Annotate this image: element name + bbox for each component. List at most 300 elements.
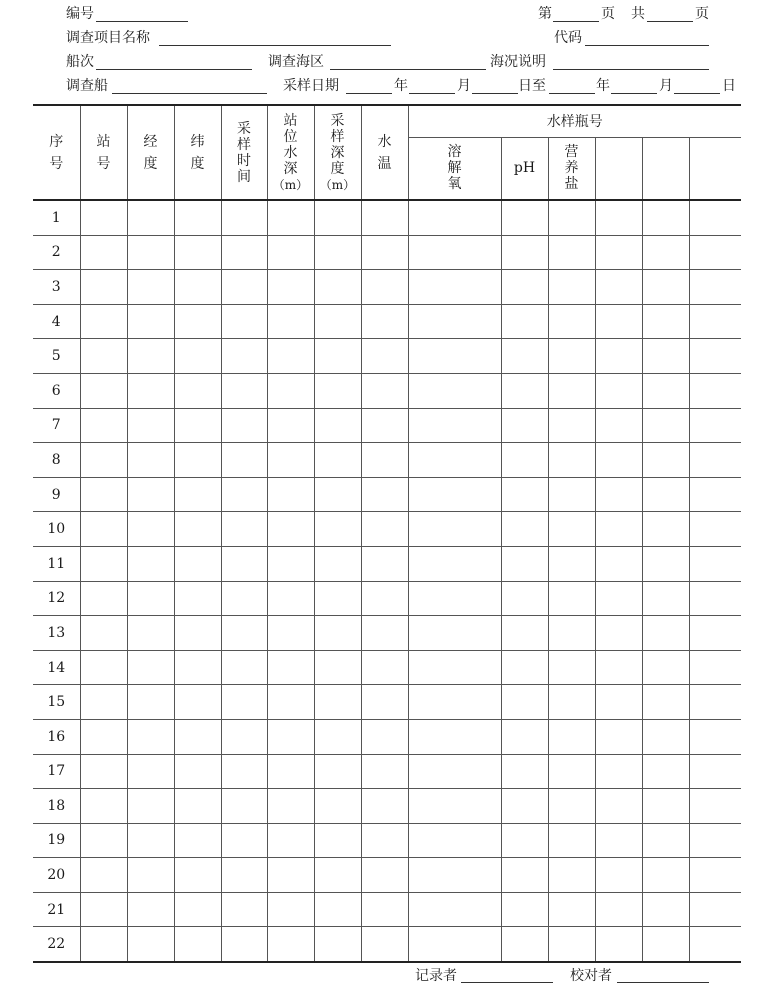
entry-cell[interactable] — [689, 892, 741, 927]
entry-cell[interactable] — [174, 685, 221, 720]
entry-cell[interactable] — [314, 927, 361, 962]
entry-cell[interactable] — [408, 685, 501, 720]
entry-cell[interactable] — [127, 339, 174, 374]
entry-cell[interactable] — [221, 546, 267, 581]
entry-cell[interactable] — [221, 650, 267, 685]
entry-cell[interactable] — [361, 616, 408, 651]
vessel-field[interactable] — [112, 93, 267, 94]
entry-cell[interactable] — [221, 512, 267, 547]
entry-cell[interactable] — [548, 512, 595, 547]
entry-cell[interactable] — [314, 443, 361, 478]
entry-cell[interactable] — [595, 512, 642, 547]
entry-cell[interactable] — [174, 581, 221, 616]
entry-cell[interactable] — [548, 581, 595, 616]
entry-cell[interactable] — [174, 512, 221, 547]
entry-cell[interactable] — [314, 546, 361, 581]
entry-cell[interactable] — [127, 546, 174, 581]
entry-cell[interactable] — [548, 789, 595, 824]
entry-cell[interactable] — [642, 546, 689, 581]
entry-cell[interactable] — [642, 581, 689, 616]
entry-cell[interactable] — [642, 719, 689, 754]
entry-cell[interactable] — [127, 581, 174, 616]
entry-cell[interactable] — [127, 789, 174, 824]
entry-cell[interactable] — [267, 200, 314, 235]
entry-cell[interactable] — [361, 443, 408, 478]
entry-cell[interactable] — [361, 477, 408, 512]
entry-cell[interactable] — [642, 477, 689, 512]
entry-cell[interactable] — [221, 927, 267, 962]
entry-cell[interactable] — [127, 892, 174, 927]
entry-cell[interactable] — [361, 789, 408, 824]
entry-cell[interactable] — [408, 270, 501, 305]
entry-cell[interactable] — [361, 270, 408, 305]
entry-cell[interactable] — [221, 373, 267, 408]
entry-cell[interactable] — [267, 858, 314, 893]
entry-cell[interactable] — [267, 823, 314, 858]
entry-cell[interactable] — [267, 581, 314, 616]
entry-cell[interactable] — [267, 789, 314, 824]
entry-cell[interactable] — [174, 616, 221, 651]
entry-cell[interactable] — [501, 754, 548, 789]
entry-cell[interactable] — [501, 512, 548, 547]
entry-cell[interactable] — [174, 754, 221, 789]
entry-cell[interactable] — [267, 754, 314, 789]
entry-cell[interactable] — [548, 373, 595, 408]
entry-cell[interactable] — [501, 270, 548, 305]
entry-cell[interactable] — [174, 650, 221, 685]
entry-cell[interactable] — [642, 200, 689, 235]
entry-cell[interactable] — [548, 477, 595, 512]
entry-cell[interactable] — [548, 200, 595, 235]
entry-cell[interactable] — [361, 546, 408, 581]
entry-cell[interactable] — [689, 270, 741, 305]
entry-cell[interactable] — [548, 858, 595, 893]
entry-cell[interactable] — [689, 616, 741, 651]
entry-cell[interactable] — [80, 823, 127, 858]
entry-cell[interactable] — [174, 270, 221, 305]
entry-cell[interactable] — [174, 927, 221, 962]
project-field[interactable] — [159, 45, 391, 46]
entry-cell[interactable] — [408, 512, 501, 547]
entry-cell[interactable] — [642, 927, 689, 962]
entry-cell[interactable] — [689, 823, 741, 858]
entry-cell[interactable] — [80, 373, 127, 408]
entry-cell[interactable] — [127, 512, 174, 547]
area-field[interactable] — [330, 69, 486, 70]
entry-cell[interactable] — [221, 754, 267, 789]
entry-cell[interactable] — [689, 304, 741, 339]
entry-cell[interactable] — [267, 304, 314, 339]
entry-cell[interactable] — [80, 650, 127, 685]
entry-cell[interactable] — [127, 200, 174, 235]
entry-cell[interactable] — [642, 650, 689, 685]
entry-cell[interactable] — [689, 789, 741, 824]
entry-cell[interactable] — [80, 858, 127, 893]
entry-cell[interactable] — [595, 650, 642, 685]
entry-cell[interactable] — [361, 373, 408, 408]
entry-cell[interactable] — [595, 685, 642, 720]
start-year-field[interactable] — [346, 93, 392, 94]
code-field[interactable] — [585, 45, 709, 46]
entry-cell[interactable] — [127, 823, 174, 858]
entry-cell[interactable] — [361, 754, 408, 789]
entry-cell[interactable] — [642, 304, 689, 339]
entry-cell[interactable] — [595, 408, 642, 443]
entry-cell[interactable] — [80, 616, 127, 651]
entry-cell[interactable] — [408, 200, 501, 235]
entry-cell[interactable] — [314, 339, 361, 374]
entry-cell[interactable] — [361, 512, 408, 547]
entry-cell[interactable] — [174, 719, 221, 754]
entry-cell[interactable] — [361, 408, 408, 443]
entry-cell[interactable] — [548, 235, 595, 270]
entry-cell[interactable] — [689, 754, 741, 789]
entry-cell[interactable] — [80, 200, 127, 235]
entry-cell[interactable] — [501, 616, 548, 651]
entry-cell[interactable] — [595, 616, 642, 651]
entry-cell[interactable] — [314, 408, 361, 443]
entry-cell[interactable] — [408, 927, 501, 962]
end-month-field[interactable] — [611, 93, 657, 94]
entry-cell[interactable] — [642, 892, 689, 927]
entry-cell[interactable] — [127, 858, 174, 893]
entry-cell[interactable] — [408, 339, 501, 374]
entry-cell[interactable] — [221, 892, 267, 927]
entry-cell[interactable] — [127, 270, 174, 305]
entry-cell[interactable] — [501, 581, 548, 616]
entry-cell[interactable] — [408, 581, 501, 616]
entry-cell[interactable] — [127, 616, 174, 651]
entry-cell[interactable] — [408, 304, 501, 339]
entry-cell[interactable] — [501, 719, 548, 754]
entry-cell[interactable] — [642, 512, 689, 547]
entry-cell[interactable] — [595, 927, 642, 962]
entry-cell[interactable] — [408, 823, 501, 858]
end-day-field[interactable] — [674, 93, 720, 94]
entry-cell[interactable] — [689, 650, 741, 685]
entry-cell[interactable] — [80, 719, 127, 754]
entry-cell[interactable] — [548, 650, 595, 685]
entry-cell[interactable] — [127, 685, 174, 720]
entry-cell[interactable] — [80, 408, 127, 443]
entry-cell[interactable] — [361, 339, 408, 374]
entry-cell[interactable] — [689, 512, 741, 547]
entry-cell[interactable] — [314, 789, 361, 824]
entry-cell[interactable] — [267, 927, 314, 962]
entry-cell[interactable] — [80, 270, 127, 305]
entry-cell[interactable] — [408, 719, 501, 754]
entry-cell[interactable] — [361, 892, 408, 927]
entry-cell[interactable] — [314, 373, 361, 408]
entry-cell[interactable] — [595, 339, 642, 374]
entry-cell[interactable] — [314, 304, 361, 339]
entry-cell[interactable] — [408, 477, 501, 512]
entry-cell[interactable] — [80, 304, 127, 339]
entry-cell[interactable] — [548, 408, 595, 443]
entry-cell[interactable] — [267, 339, 314, 374]
entry-cell[interactable] — [361, 650, 408, 685]
entry-cell[interactable] — [595, 443, 642, 478]
entry-cell[interactable] — [267, 373, 314, 408]
entry-cell[interactable] — [689, 200, 741, 235]
entry-cell[interactable] — [267, 270, 314, 305]
entry-cell[interactable] — [548, 339, 595, 374]
entry-cell[interactable] — [127, 443, 174, 478]
entry-cell[interactable] — [408, 858, 501, 893]
entry-cell[interactable] — [501, 304, 548, 339]
entry-cell[interactable] — [267, 546, 314, 581]
entry-cell[interactable] — [127, 408, 174, 443]
entry-cell[interactable] — [221, 789, 267, 824]
entry-cell[interactable] — [174, 304, 221, 339]
entry-cell[interactable] — [595, 581, 642, 616]
entry-cell[interactable] — [501, 858, 548, 893]
entry-cell[interactable] — [314, 200, 361, 235]
entry-cell[interactable] — [174, 373, 221, 408]
entry-cell[interactable] — [642, 616, 689, 651]
entry-cell[interactable] — [408, 754, 501, 789]
entry-cell[interactable] — [548, 304, 595, 339]
entry-cell[interactable] — [267, 443, 314, 478]
entry-cell[interactable] — [548, 616, 595, 651]
start-day-field[interactable] — [472, 93, 518, 94]
entry-cell[interactable] — [548, 270, 595, 305]
entry-cell[interactable] — [548, 823, 595, 858]
entry-cell[interactable] — [642, 270, 689, 305]
entry-cell[interactable] — [314, 685, 361, 720]
entry-cell[interactable] — [127, 719, 174, 754]
page-number-field[interactable] — [553, 21, 599, 22]
entry-cell[interactable] — [408, 408, 501, 443]
entry-cell[interactable] — [501, 823, 548, 858]
sea-state-field[interactable] — [553, 69, 709, 70]
entry-cell[interactable] — [174, 789, 221, 824]
entry-cell[interactable] — [501, 373, 548, 408]
entry-cell[interactable] — [548, 443, 595, 478]
entry-cell[interactable] — [642, 373, 689, 408]
entry-cell[interactable] — [314, 823, 361, 858]
entry-cell[interactable] — [174, 858, 221, 893]
entry-cell[interactable] — [221, 408, 267, 443]
entry-cell[interactable] — [221, 477, 267, 512]
entry-cell[interactable] — [314, 616, 361, 651]
entry-cell[interactable] — [642, 789, 689, 824]
entry-cell[interactable] — [267, 408, 314, 443]
entry-cell[interactable] — [548, 719, 595, 754]
serial-field[interactable] — [96, 21, 188, 22]
entry-cell[interactable] — [408, 443, 501, 478]
entry-cell[interactable] — [314, 650, 361, 685]
entry-cell[interactable] — [501, 200, 548, 235]
entry-cell[interactable] — [501, 235, 548, 270]
entry-cell[interactable] — [174, 823, 221, 858]
entry-cell[interactable] — [689, 235, 741, 270]
entry-cell[interactable] — [267, 719, 314, 754]
entry-cell[interactable] — [80, 685, 127, 720]
entry-cell[interactable] — [127, 650, 174, 685]
recorder-field[interactable] — [461, 982, 553, 983]
entry-cell[interactable] — [642, 858, 689, 893]
entry-cell[interactable] — [689, 443, 741, 478]
entry-cell[interactable] — [642, 685, 689, 720]
entry-cell[interactable] — [314, 270, 361, 305]
entry-cell[interactable] — [501, 546, 548, 581]
entry-cell[interactable] — [501, 408, 548, 443]
entry-cell[interactable] — [689, 546, 741, 581]
entry-cell[interactable] — [501, 927, 548, 962]
entry-cell[interactable] — [361, 823, 408, 858]
entry-cell[interactable] — [548, 546, 595, 581]
entry-cell[interactable] — [80, 754, 127, 789]
entry-cell[interactable] — [642, 443, 689, 478]
entry-cell[interactable] — [361, 927, 408, 962]
entry-cell[interactable] — [361, 200, 408, 235]
entry-cell[interactable] — [221, 823, 267, 858]
entry-cell[interactable] — [221, 304, 267, 339]
entry-cell[interactable] — [361, 581, 408, 616]
entry-cell[interactable] — [127, 304, 174, 339]
entry-cell[interactable] — [689, 685, 741, 720]
entry-cell[interactable] — [408, 892, 501, 927]
entry-cell[interactable] — [174, 443, 221, 478]
entry-cell[interactable] — [221, 858, 267, 893]
entry-cell[interactable] — [221, 200, 267, 235]
entry-cell[interactable] — [80, 235, 127, 270]
entry-cell[interactable] — [80, 443, 127, 478]
entry-cell[interactable] — [267, 650, 314, 685]
entry-cell[interactable] — [689, 927, 741, 962]
checker-field[interactable] — [617, 982, 709, 983]
entry-cell[interactable] — [221, 719, 267, 754]
entry-cell[interactable] — [501, 477, 548, 512]
entry-cell[interactable] — [221, 270, 267, 305]
entry-cell[interactable] — [689, 477, 741, 512]
voyage-field[interactable] — [96, 69, 252, 70]
entry-cell[interactable] — [595, 270, 642, 305]
entry-cell[interactable] — [408, 650, 501, 685]
entry-cell[interactable] — [267, 616, 314, 651]
entry-cell[interactable] — [689, 719, 741, 754]
entry-cell[interactable] — [689, 581, 741, 616]
entry-cell[interactable] — [548, 685, 595, 720]
entry-cell[interactable] — [501, 339, 548, 374]
entry-cell[interactable] — [267, 477, 314, 512]
entry-cell[interactable] — [221, 235, 267, 270]
entry-cell[interactable] — [595, 754, 642, 789]
entry-cell[interactable] — [595, 789, 642, 824]
entry-cell[interactable] — [174, 892, 221, 927]
entry-cell[interactable] — [361, 719, 408, 754]
entry-cell[interactable] — [127, 927, 174, 962]
entry-cell[interactable] — [501, 685, 548, 720]
entry-cell[interactable] — [221, 339, 267, 374]
entry-cell[interactable] — [408, 616, 501, 651]
entry-cell[interactable] — [595, 858, 642, 893]
entry-cell[interactable] — [501, 650, 548, 685]
entry-cell[interactable] — [80, 546, 127, 581]
entry-cell[interactable] — [314, 477, 361, 512]
entry-cell[interactable] — [174, 200, 221, 235]
entry-cell[interactable] — [174, 546, 221, 581]
entry-cell[interactable] — [80, 789, 127, 824]
entry-cell[interactable] — [314, 719, 361, 754]
entry-cell[interactable] — [127, 235, 174, 270]
page-total-field[interactable] — [647, 21, 693, 22]
entry-cell[interactable] — [642, 339, 689, 374]
entry-cell[interactable] — [314, 858, 361, 893]
entry-cell[interactable] — [221, 443, 267, 478]
entry-cell[interactable] — [595, 235, 642, 270]
entry-cell[interactable] — [361, 685, 408, 720]
entry-cell[interactable] — [595, 892, 642, 927]
entry-cell[interactable] — [221, 581, 267, 616]
entry-cell[interactable] — [408, 546, 501, 581]
entry-cell[interactable] — [80, 892, 127, 927]
entry-cell[interactable] — [548, 927, 595, 962]
entry-cell[interactable] — [221, 616, 267, 651]
entry-cell[interactable] — [548, 892, 595, 927]
end-year-field[interactable] — [549, 93, 595, 94]
entry-cell[interactable] — [174, 235, 221, 270]
entry-cell[interactable] — [548, 754, 595, 789]
entry-cell[interactable] — [174, 339, 221, 374]
entry-cell[interactable] — [80, 581, 127, 616]
entry-cell[interactable] — [642, 235, 689, 270]
entry-cell[interactable] — [267, 235, 314, 270]
entry-cell[interactable] — [127, 373, 174, 408]
entry-cell[interactable] — [595, 200, 642, 235]
entry-cell[interactable] — [127, 754, 174, 789]
entry-cell[interactable] — [595, 719, 642, 754]
entry-cell[interactable] — [595, 304, 642, 339]
entry-cell[interactable] — [314, 581, 361, 616]
entry-cell[interactable] — [174, 477, 221, 512]
entry-cell[interactable] — [408, 235, 501, 270]
entry-cell[interactable] — [314, 235, 361, 270]
start-month-field[interactable] — [409, 93, 455, 94]
entry-cell[interactable] — [221, 685, 267, 720]
entry-cell[interactable] — [361, 235, 408, 270]
entry-cell[interactable] — [595, 823, 642, 858]
entry-cell[interactable] — [689, 858, 741, 893]
entry-cell[interactable] — [642, 823, 689, 858]
entry-cell[interactable] — [361, 304, 408, 339]
entry-cell[interactable] — [642, 408, 689, 443]
entry-cell[interactable] — [642, 754, 689, 789]
entry-cell[interactable] — [314, 754, 361, 789]
entry-cell[interactable] — [80, 927, 127, 962]
entry-cell[interactable] — [174, 408, 221, 443]
entry-cell[interactable] — [595, 373, 642, 408]
entry-cell[interactable] — [408, 789, 501, 824]
entry-cell[interactable] — [80, 512, 127, 547]
entry-cell[interactable] — [689, 408, 741, 443]
entry-cell[interactable] — [689, 339, 741, 374]
entry-cell[interactable] — [501, 443, 548, 478]
entry-cell[interactable] — [595, 477, 642, 512]
entry-cell[interactable] — [267, 685, 314, 720]
entry-cell[interactable] — [361, 858, 408, 893]
entry-cell[interactable] — [267, 512, 314, 547]
entry-cell[interactable] — [314, 892, 361, 927]
entry-cell[interactable] — [408, 373, 501, 408]
entry-cell[interactable] — [689, 373, 741, 408]
entry-cell[interactable] — [267, 892, 314, 927]
entry-cell[interactable] — [595, 546, 642, 581]
entry-cell[interactable] — [501, 789, 548, 824]
entry-cell[interactable] — [314, 512, 361, 547]
entry-cell[interactable] — [80, 477, 127, 512]
